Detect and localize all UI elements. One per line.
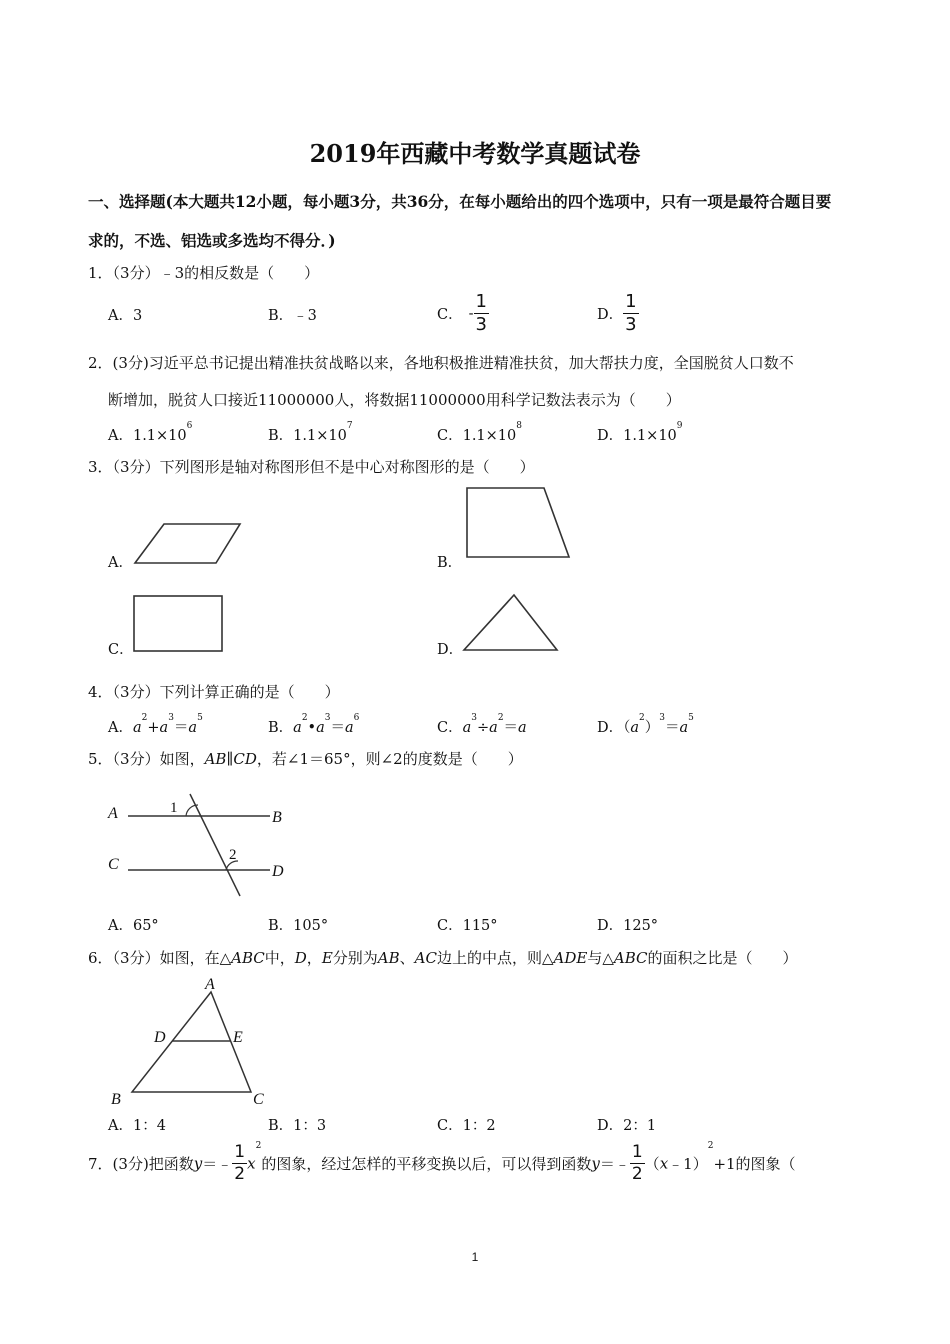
q5-stem-post: ，若∠1＝65°，则∠2的度数是（ ） [256, 750, 523, 768]
q5-option-b: B．105° [268, 918, 329, 934]
q4-b-var3: a [345, 720, 354, 736]
q6-label-b: B [111, 1091, 121, 1108]
q4-d-var1: a [630, 720, 640, 736]
q2-a-exp: 6 [186, 421, 193, 431]
q1-c-den: 3 [475, 314, 487, 335]
q4-a-e3: 5 [197, 713, 203, 723]
q6-s2: 中， [264, 949, 295, 967]
q2-option-a [108, 421, 193, 445]
q1-d-fraction [623, 293, 638, 334]
trapezoid-figure [462, 484, 574, 562]
q4-stem: 4．（3分）下列计算正确的是（ ） [88, 683, 340, 701]
q7-den: 2 [234, 1164, 246, 1184]
q6-s4: 分别为 [332, 949, 378, 967]
q6-s5: 、 [399, 949, 415, 967]
section-header-line2: 求的，不选、铝选或多选均不得分．) [88, 231, 336, 250]
q5-stem-cd: CD [233, 750, 257, 768]
q1-stem: 1．（3分）﹣3的相反数是（ ） [88, 264, 320, 282]
q3-option-a-label: A． [108, 555, 133, 571]
q4-d-prefix: D． [597, 720, 624, 736]
q6-s6: 边上的中点，则△ [436, 949, 554, 967]
q6-stem [88, 947, 798, 968]
q6-s1: 6．（3分）如图，在△ [88, 949, 232, 967]
q1-c-num: 1 [475, 291, 487, 312]
q7-den2: 2 [631, 1164, 643, 1184]
q2-stem-line1: 2．(3分)习近平总书记提出精准扶贫战略以来，各地积极推进精准扶贫，加大帮扶力度，全国脱贫人口数不 [88, 354, 794, 372]
q4-a-var1: a [132, 720, 142, 736]
q1-option-d [597, 293, 639, 334]
section-header-line1: 一、选择题(本大题共12小题，每小题3分，共36分，在每小题给出的四个选项中，只有一项是最符合题目要 [88, 192, 832, 211]
q6-option-b: B．1：3 [268, 1118, 327, 1134]
q1-d-prefix: D． [597, 307, 624, 323]
q4-d-e1: 2 [639, 713, 645, 723]
q7-y: y [193, 1154, 203, 1173]
q5-label-b: B [272, 809, 282, 826]
q4-b-op: • [307, 720, 317, 736]
parallelogram-figure [130, 520, 245, 568]
q4-c-prefix: C． [437, 720, 463, 736]
q6-abc: ABC [231, 949, 265, 967]
q6-option-a: A．1：4 [108, 1118, 166, 1134]
q6-ab: AB [377, 949, 400, 967]
q7-s1: 7．(3分)把函数 [88, 1155, 194, 1173]
q1-d-num: 1 [625, 291, 637, 312]
q4-d-lp: （ [623, 720, 631, 736]
q4-d-e3: 5 [688, 713, 694, 723]
q4-a-e1: 2 [141, 713, 148, 723]
q6-option-d: D．2：1 [597, 1118, 657, 1134]
q1-c-fraction [474, 293, 489, 334]
q4-c-var1: a [462, 720, 472, 736]
q2-b-exp: 7 [346, 421, 353, 431]
q4-d-var2: a [679, 720, 689, 736]
q4-b-var2: a [316, 720, 325, 736]
q4-c-eq: ＝ [503, 720, 519, 736]
q4-c-e1: 3 [471, 713, 477, 723]
q4-c-var2: a [489, 720, 498, 736]
q7-fraction-1 [232, 1144, 247, 1183]
q4-b-e3: 6 [353, 713, 360, 723]
q2-a-base: A．1.1×10 [108, 428, 187, 444]
q5-label-d: D [272, 863, 284, 880]
rectangle-figure [130, 592, 226, 656]
q4-b-e2: 3 [324, 713, 331, 723]
q5-label-c: C [108, 856, 119, 873]
q4-b-e1: 2 [301, 713, 308, 723]
q6-ade: ADE [553, 949, 588, 967]
q3-option-b-label: B． [437, 555, 463, 571]
q4-a-var2: a [159, 720, 169, 736]
q5-option-d: D．125° [597, 918, 659, 934]
q1-c-prefix: C． [437, 307, 463, 323]
q5-stem-pre: 5．（3分）如图， [88, 750, 205, 768]
q1-d-den: 3 [625, 314, 637, 335]
q6-d: D [294, 949, 307, 967]
q2-c-exp: 8 [516, 421, 522, 431]
q4-option-a [108, 713, 203, 737]
q4-option-d [597, 713, 694, 737]
q3-option-d-label: D． [437, 642, 464, 658]
q3-stem: 3．（3分）下列图形是轴对称图形但不是中心对称图形的是（ ） [88, 458, 535, 476]
q5-label-angle1: 1 [170, 800, 178, 816]
q7-s2: ＝﹣ [202, 1155, 233, 1173]
q4-a-e2: 3 [168, 713, 174, 723]
q2-b-base: B．1.1×10 [268, 428, 347, 444]
q2-d-base: D．1.1×10 [597, 428, 677, 444]
q5-label-angle2: 2 [229, 847, 237, 863]
q7-s5: （ [644, 1155, 660, 1173]
q2-d-exp: 9 [676, 421, 683, 431]
triangle-figure [460, 592, 560, 654]
q4-b-prefix: B． [268, 720, 294, 736]
q6-label-d: D [154, 1029, 166, 1046]
q5-stem [88, 748, 523, 769]
q4-b-var1: a [293, 720, 302, 736]
q4-d-eq: ＝ [665, 720, 680, 736]
q3-option-c-label: C． [108, 642, 134, 658]
q2-option-d [597, 421, 683, 445]
q4-c-op: ÷ [477, 720, 490, 736]
q7-sq2: 2 [707, 1141, 714, 1151]
q6-triangle-figure [108, 974, 278, 1106]
q6-abc2: ABC [613, 949, 648, 967]
q6-s8: 的面积之比是（ ） [647, 949, 798, 967]
q1-option-a: A．3 [108, 308, 143, 324]
q6-label-e: E [233, 1029, 243, 1046]
q4-d-rp: ） [644, 720, 660, 736]
q4-option-c [437, 713, 527, 737]
q7-y2: y [591, 1154, 600, 1173]
q4-a-prefix: A． [108, 720, 133, 736]
q6-s3: ， [306, 949, 322, 967]
q7-x2: x [659, 1154, 669, 1173]
q6-option-c: C．1：2 [437, 1118, 496, 1134]
q7-s3: 的图象，经过怎样的平移变换以后，可以得到函数 [261, 1155, 592, 1173]
q4-c-e2: 2 [497, 713, 504, 723]
q7-num2: 1 [631, 1142, 643, 1162]
page-number: 1 [471, 1250, 479, 1264]
q5-label-a: A [108, 805, 118, 822]
q6-label-a: A [205, 976, 215, 993]
q7-s4: ＝﹣ [599, 1155, 630, 1173]
q2-option-c [437, 421, 522, 445]
q2-stem-line2: 断增加，脱贫人口接近11000000人，将数据11000000用科学记数法表示为（ ） [108, 391, 681, 409]
q7-x: x [247, 1154, 256, 1173]
q7-stem [88, 1141, 796, 1184]
q5-stem-ab: AB [204, 750, 227, 768]
q7-s6: ﹣1） [668, 1155, 708, 1173]
q5-parallel-lines-figure [104, 794, 304, 906]
q4-b-eq: ＝ [330, 720, 345, 736]
q6-s7: 与△ [587, 949, 614, 967]
q7-fraction-2 [630, 1144, 645, 1183]
q5-option-c: C．115° [437, 918, 498, 934]
q4-a-eq: ＝ [173, 720, 189, 736]
q4-d-e2: 3 [659, 713, 666, 723]
q6-e: E [321, 949, 333, 967]
q2-option-b [268, 421, 353, 445]
q4-a-var3: a [188, 720, 198, 736]
q7-num: 1 [234, 1142, 246, 1162]
q4-c-var3: a [518, 720, 527, 736]
q4-a-op: + [147, 720, 160, 736]
q5-option-a: A．65° [108, 918, 159, 934]
q1-option-c [437, 293, 489, 334]
q2-c-base: C．1.1×10 [437, 428, 517, 444]
q5-stem-parallel: ∥ [226, 750, 234, 768]
q7-sq: 2 [255, 1141, 262, 1151]
q6-label-c: C [253, 1091, 264, 1108]
q7-s7: +1的图象（ [713, 1155, 796, 1173]
q6-ac: AC [414, 949, 437, 967]
q1-c-sign: - [468, 305, 474, 322]
q4-option-b [268, 713, 360, 737]
q1-option-b: B．﹣3 [268, 308, 317, 324]
page-title: 2019年西藏中考数学真题试卷 [309, 139, 641, 168]
